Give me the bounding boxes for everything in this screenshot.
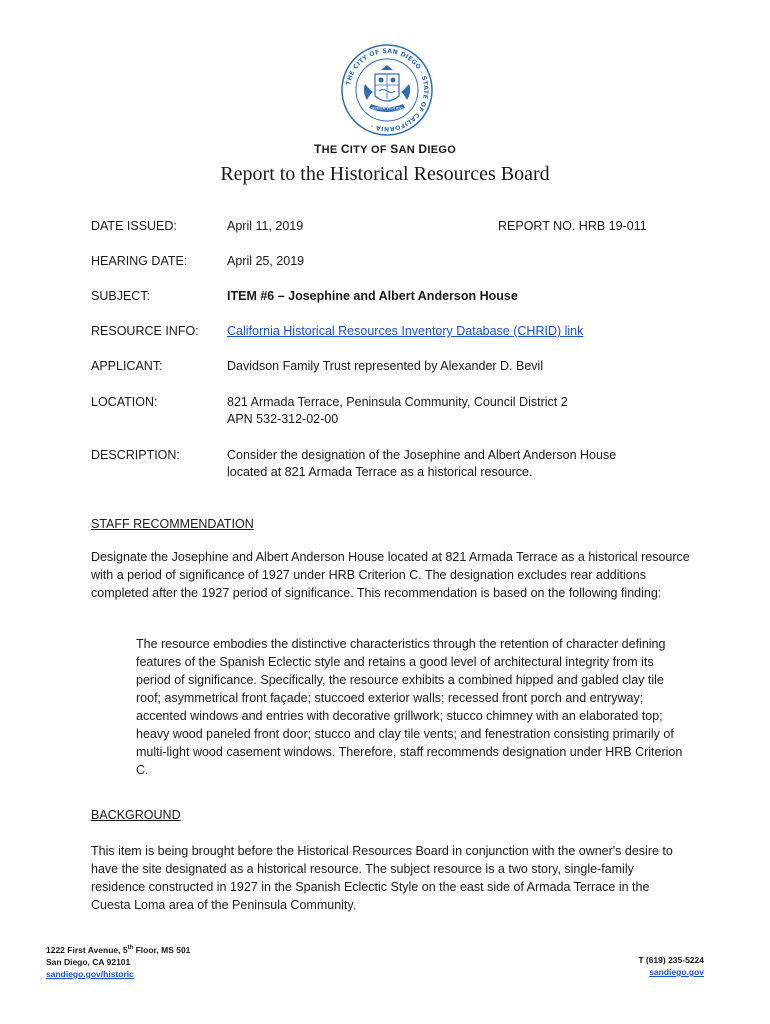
- subject-value: ITEM #6 – Josephine and Albert Anderson House: [227, 289, 518, 303]
- footer-phone: T (619) 235-5224: [638, 955, 704, 965]
- staff-recommendation-heading: STAFF RECOMMENDATION: [91, 517, 254, 531]
- city-name-heading: THE CITY OF SAN DIEGO: [313, 142, 457, 156]
- description-label: DESCRIPTION:: [91, 448, 180, 462]
- subject-label: SUBJECT:: [91, 289, 151, 303]
- seal-ring-text: THE CITY OF SAN DIEGO · STATE OF CALIFORNIA ·: [345, 47, 430, 133]
- footer-address: 1222 First Avenue, 5th Floor, MS 501 San Diego, CA 92101 sandiego.gov/historic: [46, 944, 191, 979]
- applicant-value: Davidson Family Trust represented by Alexander D. Bevil: [227, 359, 544, 373]
- location-address: 821 Armada Terrace, Peninsula Community, Council District 2: [227, 395, 568, 409]
- date-issued-label: DATE ISSUED:: [91, 219, 177, 233]
- date-issued-value: April 11, 2019: [227, 219, 304, 233]
- hearing-date-value: April 25, 2019: [227, 254, 305, 268]
- staff-recommendation-paragraph: Designate the Josephine and Albert Anderson House located at 821 Armada Terrace as a historical resource with a period of significance of 1927 under HRB Criterion C. The designation excludes rear additions completed after the 1927 period of significance. This recommendation is based on the following finding:: [91, 550, 690, 600]
- footer-contact: [638, 954, 704, 978]
- report-number: REPORT NO. HRB 19-011: [498, 219, 647, 233]
- background-paragraph: This item is being brought before the Historical Resources Board in conjunction with the owner's desire to have the site designated as a historical resource. The subject resource is a two story, single-family residence constructed in 1927 in the Spanish Eclectic Style on the east side of Armada Terrace in the Cuesta Loma area of the Peninsula Community.: [91, 844, 673, 912]
- staff-finding-paragraph: The resource embodies the distinctive characteristics through the retention of character defining features of the Spanish Eclectic style and retains a good level of architectural integrity from its period of significance. Specifically, the resource exhibits a combined hipped and gabled clay tile roof; asymmetrical front façade; stuccoed exterior walls; recessed front porch and entryway; accented windows and entries with decorative grillwork; stucco chimney with an elaborated top; heavy wood paneled front door; stucco and clay tile vents; and fenestration consisting primarily of multi-light wood casement windows. Therefore, staff recommends designation under HRB Criterion C.: [136, 637, 683, 777]
- location-apn: APN 532-312-02-00: [227, 412, 339, 426]
- footer-sandiego-link[interactable]: sandiego.gov: [649, 967, 704, 977]
- description-value: Consider the designation of the Josephine and Albert Anderson House located at 821 Armada Terrace as a historical resource.: [227, 448, 617, 479]
- seal-banner-text: SEMPER VIGILANS: [370, 106, 404, 111]
- applicant-label: APPLICANT:: [91, 359, 163, 373]
- chrid-link[interactable]: California Historical Resources Inventory Database (CHRID) link: [227, 324, 584, 338]
- city-seal-logo: [341, 44, 433, 136]
- report-title: Report to the Historical Resources Board: [220, 163, 550, 185]
- hearing-date-label: HEARING DATE:: [91, 254, 188, 268]
- resource-info-label: RESOURCE INFO:: [91, 324, 199, 338]
- background-heading: BACKGROUND: [91, 808, 181, 822]
- location-label: LOCATION:: [91, 395, 158, 409]
- footer-city-line: San Diego, CA 92101: [46, 956, 131, 967]
- footer-historic-link[interactable]: sandiego.gov/historic: [46, 968, 134, 979]
